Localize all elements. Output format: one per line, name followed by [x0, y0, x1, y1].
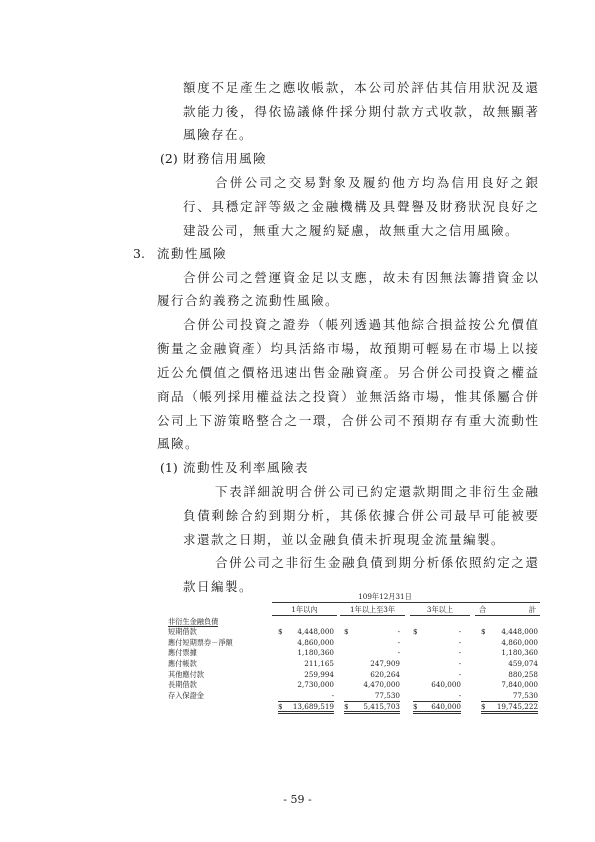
paragraph-line: 建設公司，無重大之履約疑慮，故無重大之信用風險。	[183, 223, 520, 238]
cell-value: 4,470,000	[363, 680, 400, 690]
cell-value: 211,165	[304, 659, 334, 669]
paragraph-line: 商品（帳列採用權益法之投資）並無活絡市場，惟其係屬合併	[157, 389, 538, 404]
cell-value: -	[397, 648, 400, 658]
table-date-row	[165, 592, 540, 603]
row-label: 應付帳款	[168, 659, 197, 669]
section-heading: 流動性風險	[157, 246, 228, 261]
paragraph-line: 合併公司投資之證券（帳列透過其他綜合損益按公允價值	[183, 317, 538, 332]
paragraph-line: 求還款之日期，並以金融負債未折現現金流量編製。	[183, 532, 506, 547]
paragraph-line: 衡量之金融資產）均具活絡市場，故預期可輕易在市場上以接	[157, 341, 538, 356]
page-number: - 59 -	[283, 793, 312, 806]
cell-value: 4,448,000	[297, 627, 334, 637]
category-label: 非衍生金融負債	[168, 616, 219, 626]
paragraph-line: 合併公司之交易對象及履約他方均為信用良好之銀	[215, 175, 538, 190]
column-header-over-3-years: 3年以上	[410, 604, 470, 616]
paragraph-line: 履行合約義務之流動性風險。	[157, 293, 340, 308]
row-label: 短期借款	[168, 627, 197, 637]
cell-value: 640,000	[431, 680, 461, 690]
paragraph-line: 風險存在。	[183, 127, 254, 142]
paragraph-line: 款能力後，得依協議條件採分期付款方式收款，故無顯著	[183, 104, 538, 119]
currency-symbol: $	[413, 627, 418, 637]
paragraph-line: 公司上下游策略整合之一環，合併公司不預期存有重大流動性	[157, 413, 538, 428]
total-value: 640,000	[431, 701, 461, 711]
paragraph-line: 額度不足產生之應收帳款，本公司於評估其信用狀況及還	[183, 80, 538, 95]
row-label: 應付短期票券－淨額	[168, 637, 233, 647]
paragraph-line: 合併公司之非衍生金融負債到期分析係依照約定之還	[215, 555, 538, 570]
row-label: 其他應付款	[168, 669, 204, 679]
cell-value: -	[331, 690, 334, 700]
total-value: 19,745,222	[496, 701, 539, 711]
cell-value: -	[458, 659, 461, 669]
cell-value: 620,264	[370, 669, 400, 679]
column-header-total: 合 計	[475, 604, 540, 616]
cell-value: 2,730,000	[297, 680, 334, 690]
cell-value: 4,860,000	[501, 637, 539, 647]
cell-value: -	[458, 690, 461, 700]
column-header-within-1-year: 1年以內	[272, 604, 337, 616]
total-value: 5,415,703	[363, 701, 400, 711]
table-row	[165, 691, 540, 702]
cell-value: 459,074	[508, 659, 539, 669]
maturity-analysis-table	[165, 592, 540, 714]
cell-value: 1,180,360	[297, 648, 334, 658]
cell-value: -	[458, 669, 461, 679]
section-heading: 流動性及利率風險表	[183, 460, 310, 475]
cell-value: -	[397, 637, 400, 647]
currency-symbol: $	[278, 627, 283, 637]
cell-value: 1,180,360	[501, 648, 539, 658]
table-row	[165, 638, 540, 649]
section-heading: 財務信用風險	[183, 151, 268, 166]
table-total-row	[165, 702, 540, 714]
cell-value: 247,909	[370, 659, 400, 669]
paragraph-line: 風險。	[157, 436, 200, 451]
currency-symbol: $	[344, 627, 349, 637]
section-number: (2)	[160, 151, 178, 166]
table-row	[165, 669, 540, 680]
column-header-1-to-3-years: 1年以上至3年	[340, 604, 405, 616]
paragraph-line: 負債剩餘合約到期分析，其係依據合併公司最早可能被要	[183, 508, 538, 523]
table-row	[165, 659, 540, 670]
section-number: 3.	[133, 246, 145, 261]
total-value: 13,689,519	[292, 701, 334, 711]
currency-symbol: $	[413, 701, 418, 711]
cell-value: 77,530	[374, 690, 400, 700]
currency-symbol: $	[481, 627, 486, 637]
table-date-header: 109年12月31日	[272, 592, 540, 603]
table-row	[165, 627, 540, 638]
cell-value: -	[458, 637, 461, 647]
currency-symbol: $	[481, 701, 486, 711]
table-row	[165, 680, 540, 691]
row-label: 應付票據	[168, 648, 197, 658]
cell-value: -	[458, 648, 461, 658]
cell-value: -	[458, 627, 461, 637]
paragraph-line: 下表詳細說明合併公司已約定還款期間之非衍生金融	[215, 484, 538, 499]
cell-value: 77,530	[512, 690, 539, 700]
table-header-row	[165, 603, 540, 616]
paragraph-line: 合併公司之營運資金足以支應，故未有因無法籌措資金以	[183, 270, 538, 285]
cell-value: 7,840,000	[501, 680, 539, 690]
cell-value: 4,860,000	[297, 637, 334, 647]
currency-symbol: $	[344, 701, 349, 711]
row-label: 長期借款	[168, 680, 197, 690]
cell-value: -	[397, 627, 400, 637]
cell-value: 880,258	[508, 669, 539, 679]
section-number: (1)	[160, 460, 178, 475]
row-label: 存入保證金	[168, 691, 204, 701]
cell-value: 4,448,000	[501, 627, 539, 637]
paragraph-line: 款日編製。	[183, 579, 254, 594]
currency-symbol: $	[278, 701, 283, 711]
paragraph-line: 行、具穩定評等級之金融機構及具聲譽及財務狀況良好之	[183, 199, 538, 214]
table-category-row	[165, 616, 540, 627]
table-row	[165, 648, 540, 659]
paragraph-line: 近公允價值之價格迅速出售金融資產。另合併公司投資之權益	[157, 365, 538, 380]
cell-value: 259,994	[304, 669, 334, 679]
